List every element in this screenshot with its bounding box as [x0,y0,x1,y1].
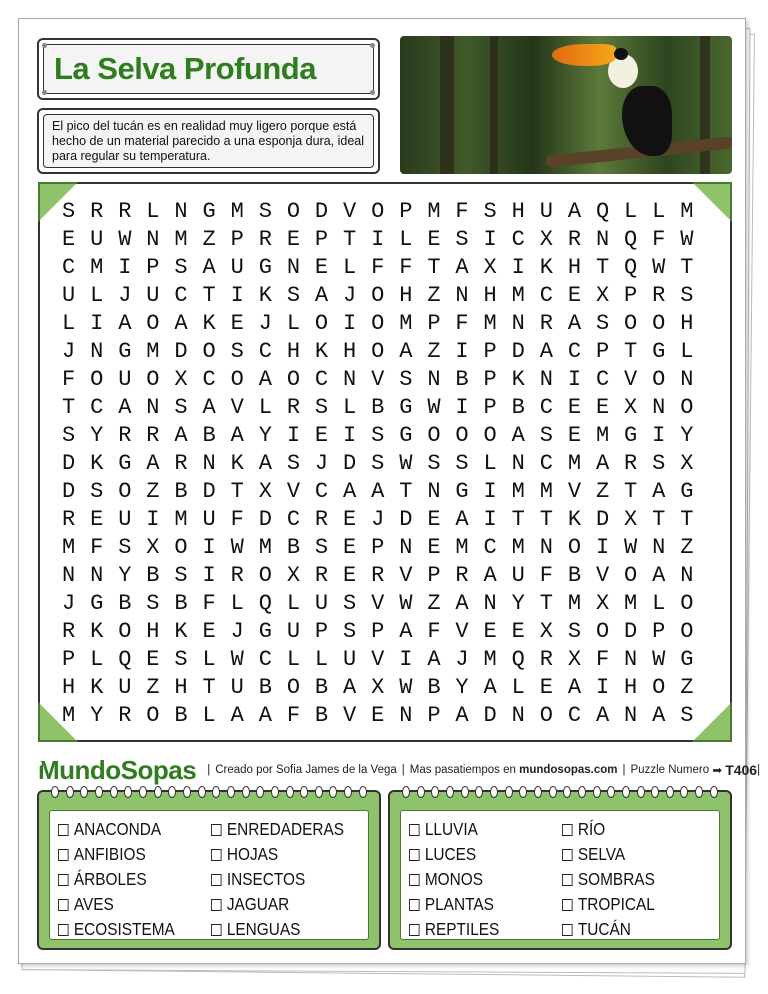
word-item[interactable] [58,842,193,867]
notebook-rings [402,786,718,798]
checkbox-icon[interactable] [58,849,69,861]
checkbox-icon[interactable] [409,874,420,886]
grid-row[interactable]: CMIPSAUGNELFFTAXIKHTQWT [62,255,709,280]
ring-icon [578,786,586,798]
grid-row[interactable]: DKGARNKASJDSWSSLNCMARSX [62,451,709,476]
ring-icon [490,786,498,798]
notebook-rings [51,786,367,798]
word-item[interactable] [211,917,346,942]
ring-icon [607,786,615,798]
ring-icon [446,786,454,798]
word-item[interactable] [58,892,193,917]
ring-icon [431,786,439,798]
word-item[interactable] [211,842,346,867]
word-item[interactable] [562,892,697,917]
ring-icon [680,786,688,798]
ring-icon [242,786,250,798]
ring-icon [344,786,352,798]
word-item[interactable] [58,817,193,842]
checkbox-icon[interactable] [211,924,222,936]
ring-icon [519,786,527,798]
checkbox-icon[interactable] [562,849,573,861]
grid-row[interactable]: LIAOAKEJLOIOMPFMNRASOOH [62,311,709,336]
ring-icon [286,786,294,798]
ring-icon [80,786,88,798]
checkbox-icon[interactable] [58,874,69,886]
ring-icon [534,786,542,798]
ring-icon [651,786,659,798]
checkbox-icon[interactable] [562,924,573,936]
checkbox-icon[interactable] [58,899,69,911]
word-item[interactable] [211,817,346,842]
ring-icon [549,786,557,798]
word-item[interactable] [211,867,346,892]
word-item[interactable] [409,817,544,842]
word-item[interactable] [409,842,544,867]
ring-icon [315,786,323,798]
word-label: SELVA [577,844,626,864]
grid-row[interactable]: HKUZHTUBOBAXWBYALEAIHOZ [62,675,709,700]
ring-icon [124,786,132,798]
ring-icon [256,786,264,798]
ring-icon [183,786,191,798]
word-item[interactable] [409,892,544,917]
ring-icon [300,786,308,798]
grid-row[interactable]: PLQESLWCLLUVIAJMQRXFNWG [62,647,709,672]
checkbox-icon[interactable] [409,824,420,836]
word-label: LENGUAS [226,919,301,939]
word-item[interactable] [409,867,544,892]
grid-row[interactable]: TCANSAVLRSLBGWIPBCEEXNO [62,395,709,420]
grid-row[interactable]: FOUOXCOAOCNVSNBPKNICVON [62,367,709,392]
word-list-left [37,790,381,950]
ring-icon [593,786,601,798]
word-item[interactable] [562,917,697,942]
ring-icon [637,786,645,798]
arrow-icon: ➡ [712,765,722,777]
checkbox-icon[interactable] [211,849,222,861]
ring-icon [402,786,410,798]
ring-icon [461,786,469,798]
fact-box [37,108,380,174]
word-label: ÁRBOLES [73,869,147,889]
checkbox-icon[interactable] [58,924,69,936]
word-label: SOMBRAS [577,869,655,889]
checkbox-icon[interactable] [562,824,573,836]
footer: MundoSopas | Creado por Sofia James de la Vega | Mas pasatiempos en mundosopas.com | Puzzle Numero ➡ T406 | [38,754,761,785]
grid-row[interactable]: DSOZBDTXVCAATNGIMMVZTAG [62,479,709,504]
site-link[interactable]: mundosopas.com [519,764,618,776]
page-title: La Selva Profunda [54,51,316,86]
ring-icon [139,786,147,798]
ring-icon [227,786,235,798]
word-label: LLUVIA [424,819,478,839]
checkbox-icon[interactable] [211,899,222,911]
word-item[interactable] [562,842,697,867]
grid-row[interactable]: JGBSBFLQLUSVWZANYTMXMLO [62,591,709,616]
word-search-grid-box [38,182,732,742]
grid-row[interactable]: MYROBLAAFBVENPADNOCANAS [62,703,709,728]
ring-icon [359,786,367,798]
ring-icon [110,786,118,798]
word-item[interactable] [58,917,193,942]
word-item[interactable] [562,817,697,842]
ring-icon [329,786,337,798]
ring-icon [666,786,674,798]
word-label: AVES [73,894,114,914]
checkbox-icon[interactable] [409,899,420,911]
word-label: ECOSISTEMA [73,919,175,939]
grid-row[interactable]: EUWNMZPREPTILESICXRNQFW [62,227,709,252]
word-list-right [388,790,732,950]
ring-icon [271,786,279,798]
puzzle-number: T406 [725,762,758,778]
grid-row[interactable]: SRRLNGMSODVOPMFSHUAQLLM [62,199,709,224]
title-box [37,38,380,100]
checkbox-icon[interactable] [211,874,222,886]
word-item[interactable] [58,867,193,892]
checkbox-icon[interactable] [562,874,573,886]
word-item[interactable] [211,892,346,917]
checkbox-icon[interactable] [562,899,573,911]
ring-icon [168,786,176,798]
ring-icon [95,786,103,798]
ring-icon [695,786,703,798]
word-label: TROPICAL [577,894,655,914]
ring-icon [563,786,571,798]
word-label: LUCES [424,844,477,864]
checkbox-icon[interactable] [409,849,420,861]
ring-icon [417,786,425,798]
ring-icon [505,786,513,798]
word-label: MONOS [424,869,484,889]
fun-fact: El pico del tucán es en realidad muy ligero porque está hecho de un material parecido a una esponja dura, ideal para regular su temperatura. [43,114,374,168]
grid-row[interactable]: ULJUCTIKSAJOHZNHMCEXPRS [62,283,709,308]
letter-grid[interactable] [62,198,722,730]
puzzle-label: Puzzle Numero [630,764,710,776]
grid-row[interactable]: REUIMUFDCREJDEAITTKDXTT [62,507,709,532]
word-label: REPTILES [424,919,500,939]
ring-icon [154,786,162,798]
ring-icon [475,786,483,798]
word-label: ENREDADERAS [226,819,345,839]
ring-icon [51,786,59,798]
word-label: ANACONDA [73,819,162,839]
checkbox-icon[interactable] [211,824,222,836]
word-label: RÍO [577,819,606,839]
word-item[interactable] [409,917,544,942]
grid-row[interactable]: RKOHKEJGUPSPAFVEEXSODPO [62,619,709,644]
more-prefix: Mas pasatiempos en [409,764,516,776]
ring-icon [622,786,630,798]
credit: Creado por Sofia James de la Vega [215,764,397,776]
word-item[interactable] [562,867,697,892]
brand-logo: MundoSopas [38,754,197,785]
word-label: JAGUAR [226,894,290,914]
checkbox-icon[interactable] [58,824,69,836]
word-label: ANFIBIOS [73,844,146,864]
ring-icon [212,786,220,798]
toucan-photo [400,36,732,174]
grid-row[interactable]: MFSXOIWMBSEPNEMCMNOIWNZ [62,535,709,560]
checkbox-icon[interactable] [409,924,420,936]
word-label: PLANTAS [424,894,494,914]
ring-icon [198,786,206,798]
ring-icon [710,786,718,798]
word-label: INSECTOS [226,869,306,889]
word-label: TUCÁN [577,919,631,939]
ring-icon [66,786,74,798]
grid-row[interactable]: NNYBSIROXRERVPRAUFBVOAN [62,563,709,588]
word-label: HOJAS [226,844,279,864]
grid-row[interactable]: SYRRABAYIEISGOOOASEMGIY [62,423,709,448]
grid-row[interactable]: JNGMDOSCHKHOAZIPDACPTGL [62,339,709,364]
